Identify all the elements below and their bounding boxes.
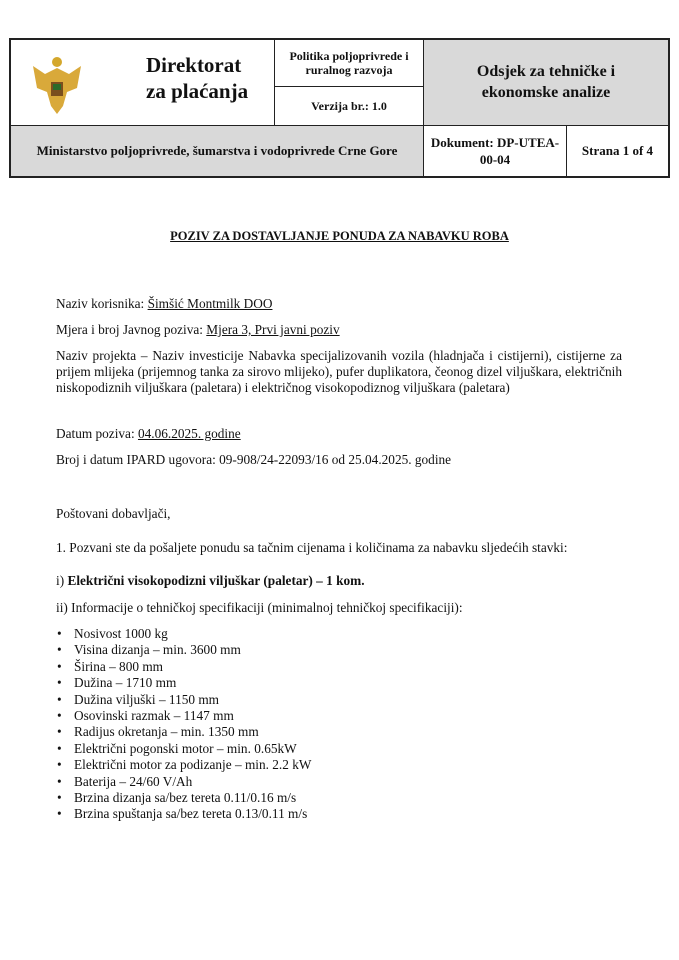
beneficiary-line <box>56 296 622 312</box>
greeting: Poštovani dobavljači, <box>56 506 171 521</box>
date-value: 04.06.2025. godine <box>137 426 241 441</box>
beneficiary-value: Šimšić Montmilk DOO <box>147 296 273 311</box>
item-1: 1. Pozvani ste da pošaljete ponudu sa tačnim cijenama i količinama za nabavku sljedećih stavki: <box>56 540 568 555</box>
spec-item: • Osovinski razmak – 1147 mm <box>56 708 311 724</box>
spec-item: • Širina – 800 mm <box>56 659 311 675</box>
measure-line <box>56 322 622 338</box>
department-cell: Odsjek za tehničke i ekonomske analize <box>424 39 670 125</box>
document-header-table <box>9 38 670 178</box>
spec-item: • Visina dizanja – min. 3600 mm <box>56 642 311 658</box>
item-ii: ii) Informacije o tehničkoj specifikaciji (minimalnoj tehničkoj specifikaciji): <box>56 600 463 615</box>
header-org-cell <box>10 39 275 125</box>
spec-item: • Električni motor za podizanje – min. 2.2 kW <box>56 757 311 773</box>
item-i-text: Električni visokopodizni viljuškar (paletar) – 1 kom. <box>67 573 365 588</box>
policy-cell: Politika poljoprivrede i ruralnog razvoja <box>275 39 424 86</box>
date-label: Datum poziva: <box>56 426 138 441</box>
measure-label: Mjera i broj Javnog poziva: <box>56 322 207 337</box>
coat-of-arms-logo <box>27 54 87 116</box>
project-paragraph: Naziv projekta – Naziv investicije Nabavka specijalizovanih vozila (hladnjača i cistijerni), cistijerne za prijem mlijeka (prijemnog tanka za sirovo mlijeko), pufer duplikatora, čeonog dizel viljuškara, električnih niskopodiznih viljuškara (paletara) i električnog visokopodiznog viljuškara (paletara) <box>56 348 622 395</box>
version-cell: Verzija br.: 1.0 <box>275 86 424 125</box>
spec-item: • Brzina dizanja sa/bez tereta 0.11/0.16 m/s <box>56 790 311 806</box>
spec-item: • Brzina spuštanja sa/bez tereta 0.13/0.11 m/s <box>56 806 311 822</box>
spec-item: • Dužina – 1710 mm <box>56 675 311 691</box>
document-title: POZIV ZA DOSTAVLJANJE PONUDA ZA NABAVKU ROBA <box>170 229 509 243</box>
org-name-line1: Direktorat <box>146 53 242 77</box>
item-i-prefix: i) <box>56 573 68 588</box>
spec-item: • Dužina viljuški – 1150 mm <box>56 692 311 708</box>
measure-value: Mjera 3, Prvi javni poziv <box>206 322 340 337</box>
contract-line: Broj i datum IPARD ugovora: 09-908/24-22093/16 od 25.04.2025. godine <box>56 452 452 467</box>
date-line <box>56 426 622 442</box>
spec-item: • Električni pogonski motor – min. 0.65kW <box>56 741 311 757</box>
beneficiary-label: Naziv korisnika: <box>56 296 148 311</box>
org-name-line2: za plaćanja <box>146 79 249 103</box>
spec-item: • Radijus okretanja – min. 1350 mm <box>56 724 311 740</box>
spec-item: • Baterija – 24/60 V/Ah <box>56 774 311 790</box>
document-code-cell: Dokument: DP-UTEA-00-04 <box>424 125 567 177</box>
page-number-cell: Strana 1 of 4 <box>567 125 670 177</box>
item-i <box>56 573 622 589</box>
spec-list <box>56 626 311 823</box>
spec-item: • Nosivost 1000 kg <box>56 626 311 642</box>
ministry-cell: Ministarstvo poljoprivrede, šumarstva i vodoprivrede Crne Gore <box>10 125 424 177</box>
